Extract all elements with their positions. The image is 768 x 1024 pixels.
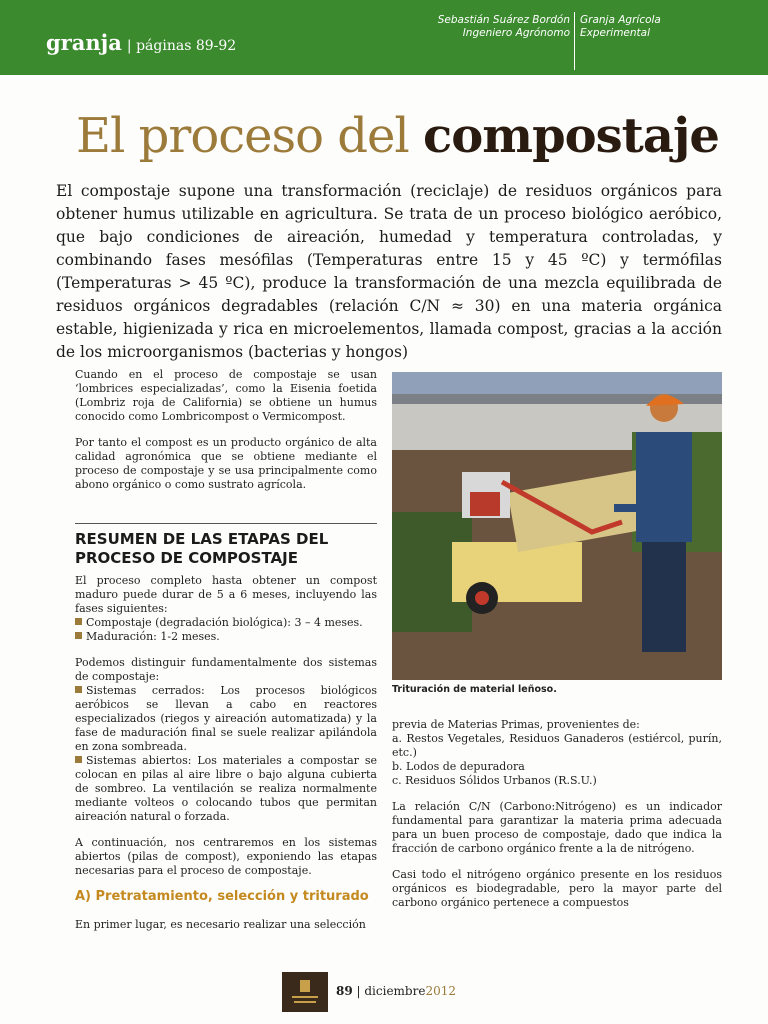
section-label: granja | páginas 89-92 — [46, 30, 237, 55]
title-bold: compostaje — [423, 108, 719, 164]
section-rule — [75, 523, 377, 524]
org-block — [580, 14, 661, 40]
list-item: a. Restos Vegetales, Residuos Ganaderos (estiércol, purín, etc.) — [392, 732, 722, 759]
column-left-top — [75, 368, 377, 504]
org-line-2: Experimental — [580, 27, 651, 39]
column-right — [392, 718, 722, 922]
title-light: El proceso del — [76, 108, 409, 164]
list-item — [75, 754, 377, 824]
column-left-bottom — [75, 574, 377, 944]
paragraph: Cuando en el proceso de compostaje se usan ‘lombrices especializadas’, como la Eisenia foetida (Lombriz roja de California) se obtiene un humus conocido como Lombricompost o Vermicompost. — [75, 368, 377, 423]
header-divider — [574, 12, 575, 70]
list-item — [75, 630, 377, 644]
list-item-text: Sistemas abiertos: Los materiales a compostar se colocan en pilas al aire libre o bajo alguna cubierta de sombreo. La ventilación se realiza normalmente mediante volteos o colocando tubos que permitan aireación natural o forzada. — [75, 754, 377, 823]
paragraph: previa de Materias Primas, provenientes de: — [392, 718, 640, 731]
list-item — [75, 684, 377, 754]
page-footer — [282, 972, 456, 1012]
section-pages: páginas 89-92 — [136, 38, 237, 54]
square-bullet-icon — [75, 686, 82, 693]
author-role: Ingeniero Agrónomo — [462, 27, 570, 39]
square-bullet-icon — [75, 756, 82, 763]
paragraph: Casi todo el nitrógeno orgánico presente en los residuos orgánicos es biodegradable, pero la mayor parte del carbono orgánico pertenece a compuestos — [392, 868, 722, 909]
list-item — [75, 616, 377, 630]
list-item: c. Residuos Sólidos Urbanos (R.S.U.) — [392, 774, 597, 787]
header-bar — [0, 0, 768, 75]
square-bullet-icon — [75, 632, 82, 639]
list-item-text: Maduración: 1-2 meses. — [86, 630, 220, 643]
issue-year: 2012 — [425, 984, 456, 998]
page-number-value: 89 — [336, 984, 353, 998]
article-title — [76, 108, 719, 164]
subheading: A) Pretratamiento, selección y triturado — [75, 889, 369, 904]
page-number: 89 | diciembre2012 — [336, 984, 456, 998]
intro-paragraph: El compostaje supone una transformación (reciclaje) de residuos orgánicos para obtener humus utilizable en agricultura. Se trata de un proceso biológico aeróbico, que bajo condiciones de aireación, humedad y temperatura controladas, y combinando fases mesófilas (Temperaturas entre 15 y 45 ºC) y termófilas (Temperaturas > 45 ºC), produce la transformación de una mezcla equilibrada de residuos orgánicos degradables (relación C/N ≈ 30) en una materia orgánica estable, higienizada y rica en microelementos, llamada compost, gracias a la acción de los microorganismos (bacterias y hongos) — [56, 182, 722, 361]
author-block — [438, 14, 570, 40]
list-item-text: Compostaje (degradación biológica): 3 – 4 meses. — [86, 616, 363, 629]
photo-wood-chipper — [392, 372, 722, 680]
crest-icon — [282, 972, 328, 1012]
org-line-1: Granja Agrícola — [580, 14, 661, 26]
summary-heading: RESUMEN DE LAS ETAPAS DEL PROCESO DE COMPOSTAJE — [75, 530, 329, 567]
paragraph: En primer lugar, es necesario realizar una selección — [75, 918, 366, 931]
paragraph: A continuación, nos centraremos en los sistemas abiertos (pilas de compost), exponiendo las etapas necesarias para el proceso de compostaje. — [75, 836, 377, 877]
publisher-logo — [282, 972, 328, 1012]
square-bullet-icon — [75, 618, 82, 625]
paragraph: La relación C/N (Carbono:Nitrógeno) es un indicador fundamental para garantizar la materia prima adecuada para un buen proceso de compostaje, dado que indica la fracción de carbono orgánico frente a la de nitrógeno. — [392, 800, 722, 855]
paragraph: Por tanto el compost es un producto orgánico de alta calidad agronómica que se obtiene mediante el proceso de compostaje y se usa principalmente como abono orgánico o como sustrato agrícola. — [75, 436, 377, 491]
section-name: granja — [46, 30, 122, 55]
issue-month: diciembre — [364, 984, 426, 998]
author-name: Sebastián Suárez Bordón — [437, 14, 570, 26]
photo-illustration — [392, 372, 722, 680]
list-item: b. Lodos de depuradora — [392, 760, 525, 773]
paragraph: El proceso completo hasta obtener un compost maduro puede durar de 5 a 6 meses, incluyendo las fases siguientes: — [75, 574, 377, 615]
list-item-text: Sistemas cerrados: Los procesos biológicos aeróbicos se llevan a cabo en reactores especializados (riegos y aireación automatizada) y la fase de maduración final se suele realizar apilándola en zona sombreada. — [75, 684, 377, 753]
paragraph: Podemos distinguir fundamentalmente dos sistemas de compostaje: — [75, 656, 377, 683]
photo-caption: Trituración de material leñoso. — [392, 684, 557, 695]
